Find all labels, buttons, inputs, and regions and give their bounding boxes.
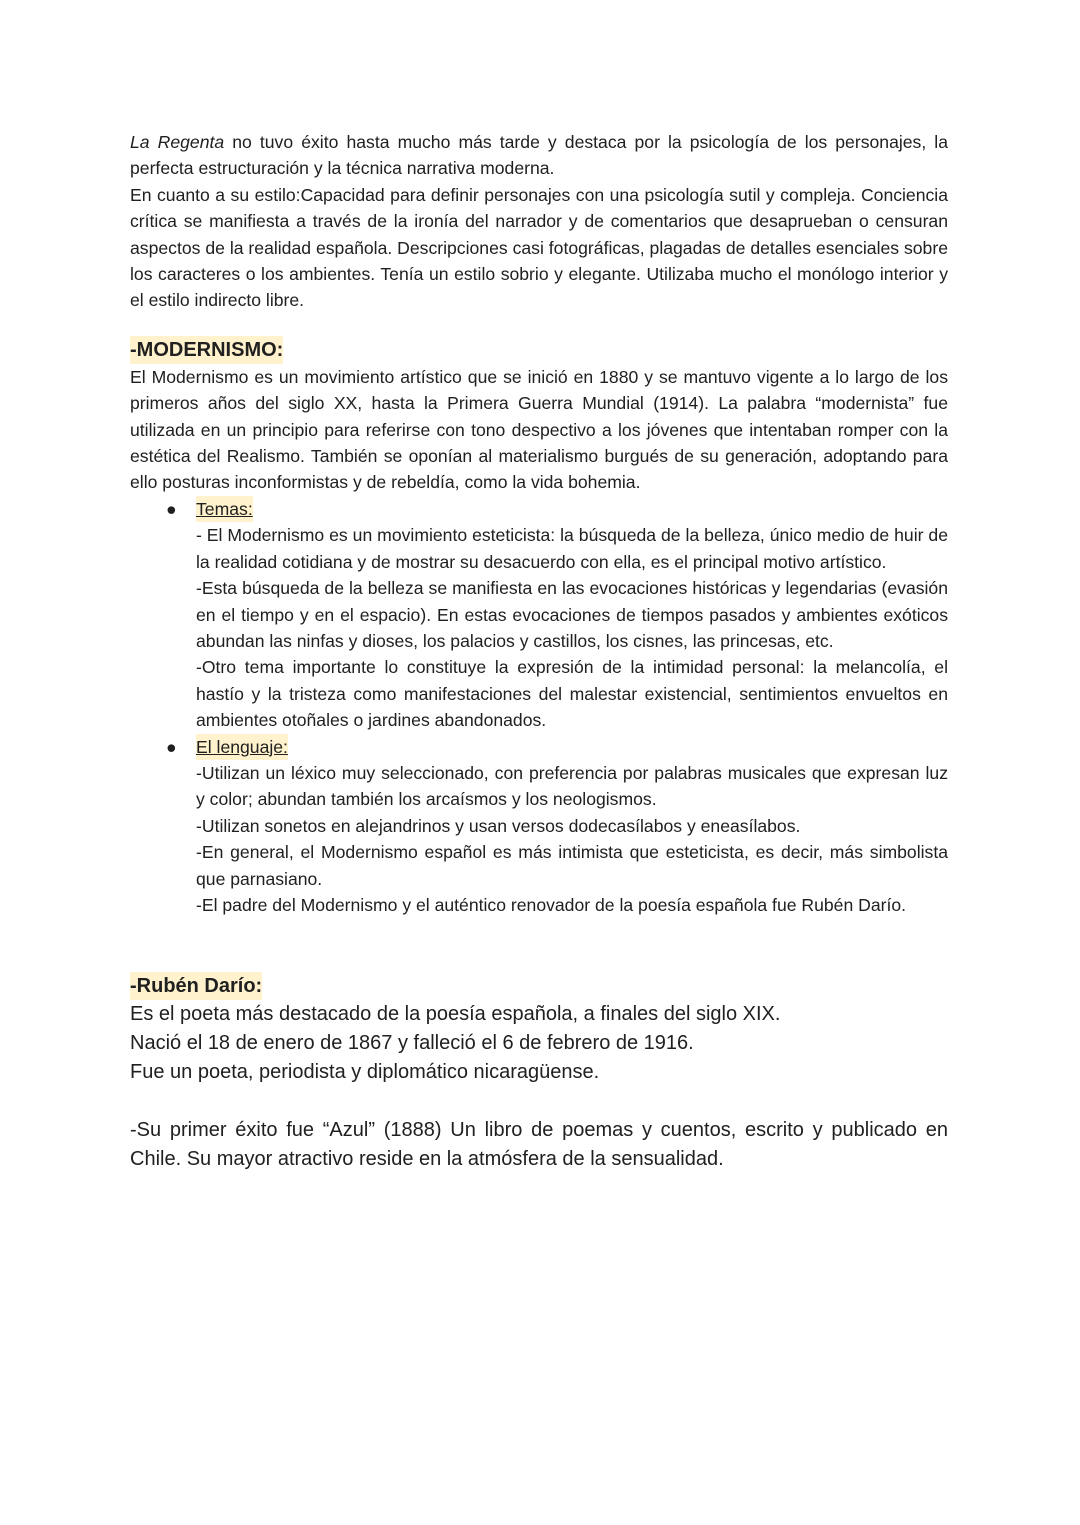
estilo-paragraph: En cuanto a su estilo:Capacidad para definir personajes con una psicología sutil y compleja. Conciencia crítica se manifiesta a través de la ironía del narrador y de comentarios que desaprueban o censuran aspectos de la realidad española. Descripciones casi fotográficas, plagadas de detalles esenciales sobre los caracteres o los ambientes. Tenía un estilo sobrio y elegante. Utilizaba mucho el monólogo interior y el estilo indirecto libre.: [130, 184, 948, 311]
bullet-icon: ●: [166, 498, 177, 519]
list-item: -Utilizan sonetos en alejandrinos y usan versos dodecasílabos y eneasílabos.: [196, 815, 801, 836]
modernismo-section: [130, 314, 948, 919]
modernismo-heading: -MODERNISMO:: [130, 336, 283, 364]
bullet-body-lenguaje: [196, 760, 948, 918]
list-item: -Otro tema importante lo constituye la expresión de la intimidad personal: la melancolía, el hastío y la tristeza como manifestaciones del malestar existencial, sentimientos envueltos en ambientes otoñales o jardines abandonados.: [196, 657, 948, 731]
azul-paragraph: -Su primer éxito fue “Azul” (1888) Un libro de poemas y cuentos, escrito y publicado en Chile. Su mayor atractivo reside en la atmósfera de la sensualidad.: [130, 1119, 948, 1171]
list-item: -Esta búsqueda de la belleza se manifiesta en las evocaciones históricas y legendarias (evasión en el tiempo y en el espacio). En estas evocaciones de tiempos pasados y ambientes exóticos abundan las ninfas y dioses, los palacios y castillos, los cisnes, las princesas, etc.: [196, 578, 948, 651]
intro-section: [130, 129, 948, 314]
bullet-temas: [130, 496, 948, 734]
regenta-paragraph: [130, 129, 948, 182]
list-item: -El padre del Modernismo y el auténtico renovador de la poesía española fue Rubén Darío.: [196, 894, 907, 915]
list-item: - El Modernismo es un movimiento esteticista: la búsqueda de la belleza, único medio de huir de la realidad cotidiana y de mostrar su desacuerdo con ella, es el principal motivo artístico.: [196, 525, 948, 572]
list-item: -En general, el Modernismo español es más intimista que esteticista, es decir, más simbolista que parnasiano.: [196, 842, 948, 889]
regenta-title: La Regenta: [130, 132, 225, 152]
bullet-icon: ●: [166, 736, 177, 757]
modernismo-paragraph: El Modernismo es un movimiento artístico que se inició en 1880 y se mantuvo vigente a lo largo de los primeros años del siglo XX, hasta la Primera Guerra Mundial (1914). La palabra “modernista” fue utilizada en un principio para referirse con tono despectivo a los jóvenes que intentaban romper con la estética del Realismo. También se oponían al materialismo burgués de su generación, adoptando para ello posturas inconformistas y de rebeldía, como la vida bohemia.: [130, 366, 948, 493]
ruben-line: Nació el 18 de enero de 1867 y falleció el 6 de febrero de 1916.: [130, 1032, 694, 1055]
ruben-line: Es el poeta más destacado de la poesía española, a finales del siglo XIX.: [130, 1003, 781, 1026]
document-page: [130, 129, 948, 1174]
ruben-line: Fue un poeta, periodista y diplomático nicaragüense.: [130, 1061, 600, 1084]
bullet-title-temas: Temas:: [196, 496, 253, 522]
ruben-dario-section: [130, 918, 948, 1174]
list-item: -Utilizan un léxico muy seleccionado, con preferencia por palabras musicales que expresan luz y color; abundan también los arcaísmos y los neologismos.: [196, 762, 948, 810]
bullet-lenguaje: [130, 734, 948, 919]
bullet-body-temas: [196, 522, 948, 733]
regenta-paragraph-text: no tuvo éxito hasta mucho más tarde y destaca por la psicología de los personajes, la perfecta estructuración y la técnica narrativa moderna.: [130, 132, 949, 179]
ruben-dario-heading: -Rubén Darío:: [130, 972, 262, 1000]
bullet-title-lenguaje: El lenguaje:: [196, 734, 288, 760]
